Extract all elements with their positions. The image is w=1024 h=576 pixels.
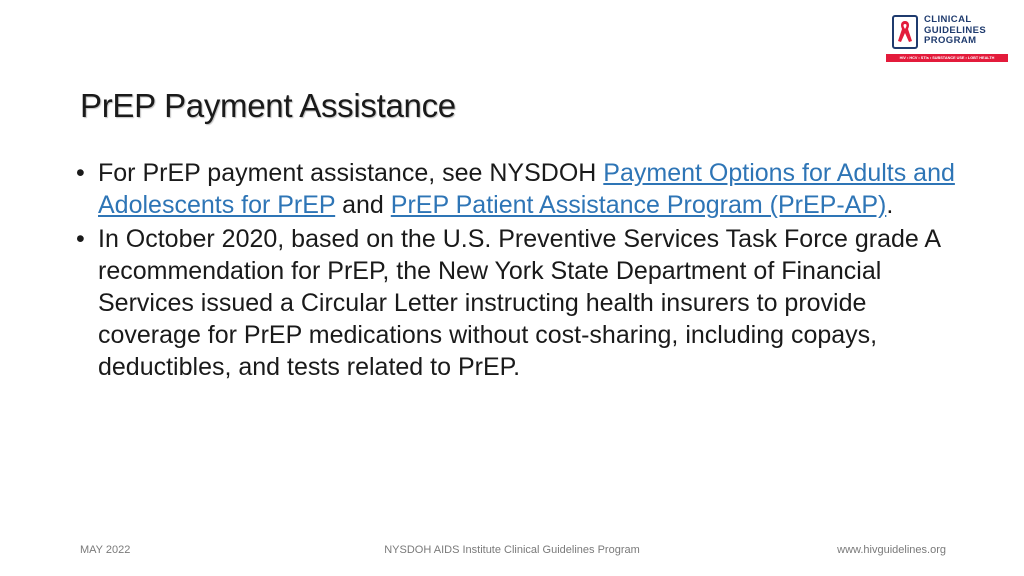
slide-title: PrEP Payment Assistance — [80, 87, 456, 125]
bullet-text: For PrEP payment assistance, see NYSDOH — [98, 159, 604, 187]
logo-line-3: PROGRAM — [924, 35, 977, 46]
logo-line-2: GUIDELINES — [924, 24, 987, 36]
logo-line-1: CLINICAL — [924, 14, 972, 25]
footer-org: NYSDOH AIDS Institute Clinical Guidelines Program — [384, 544, 640, 556]
bullet-text: . — [886, 191, 894, 219]
bullet-list — [76, 157, 956, 385]
footer-date: MAY 2022 — [80, 544, 131, 556]
bullet-payment-assistance — [76, 157, 956, 221]
bullet-text: and — [335, 191, 391, 219]
prep-ap-link[interactable]: PrEP Patient Assistance Program (PrEP-AP) — [390, 191, 887, 219]
logo-tagline: HIV • HCV • STIs • SUBSTANCE USE • LGBT HEALTH — [886, 54, 1008, 62]
bullet-circular-letter — [76, 223, 956, 383]
bullet-glyph: • — [76, 159, 85, 187]
bullet-text: In October 2020, based on the U.S. Preventive Services Task Force grade A recommendation for PrEP, the New York State Department of Financial Services issued a Circular Letter instructing health insurers to provide coverage for PrEP medications without cost-sharing, including copays, deductibles, and tests related to PrEP. — [98, 225, 940, 381]
clinical-guidelines-logo — [886, 12, 1008, 64]
logo-wordmark — [924, 15, 986, 47]
bullet-glyph: • — [76, 225, 85, 253]
footer-url: www.hivguidelines.org — [837, 544, 946, 556]
red-ribbon-icon — [892, 15, 918, 49]
payment-options-link[interactable]: Payment Options for Adults and Adolescents for PrEP — [98, 159, 955, 219]
